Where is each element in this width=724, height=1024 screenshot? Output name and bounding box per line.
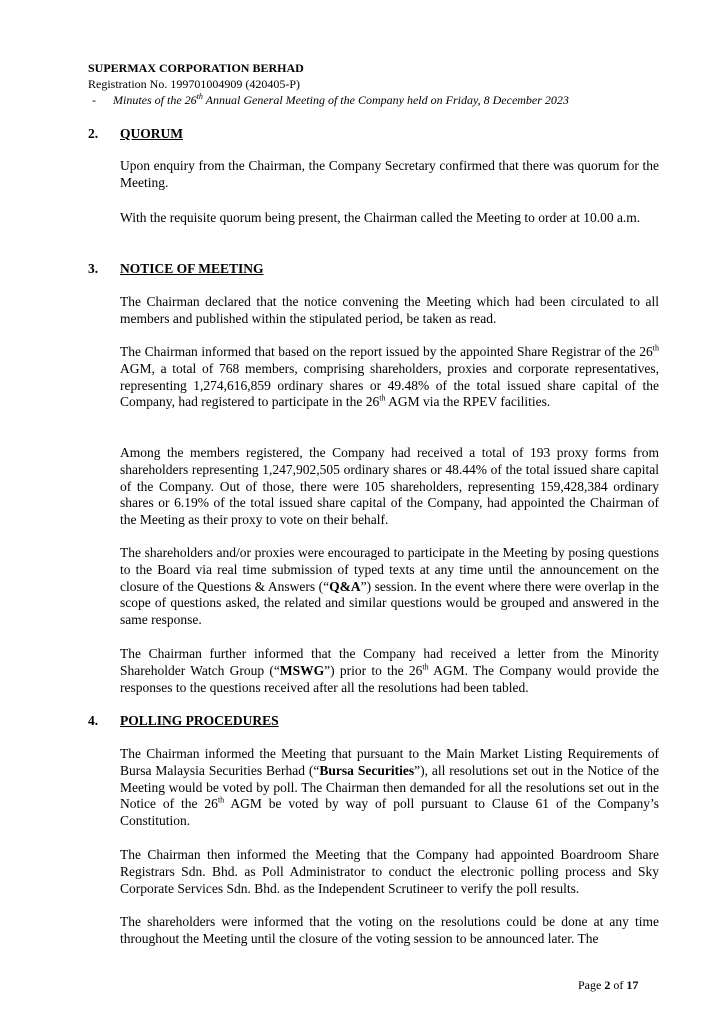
- page-total: 17: [626, 978, 639, 992]
- s4p1-sup: th: [217, 795, 225, 805]
- section-4-number: 4.: [88, 713, 99, 728]
- section-3-paragraph-1: The Chairman declared that the notice convening the Meeting which had been circulated to all members and published within the stipulated period, be taken as read.: [120, 294, 659, 326]
- s3p5-c: AGM. The Company would provide the responses to the questions received after all the resolutions had been tabled.: [120, 662, 659, 695]
- section-2-number: 2.: [88, 126, 99, 141]
- registration-number: Registration No. 199701004909 (420405-P): [88, 77, 300, 91]
- s4p1-c: AGM be voted by way of poll pursuant to Clause 61 of the Company’s Constitution.: [120, 796, 659, 829]
- minutes-subtitle: [92, 93, 569, 108]
- section-4-paragraph-2: The Chairman then informed the Meeting that the Company had appointed Boardroom Share Registrars Sdn. Bhd. as Poll Administrator to conduct the electronic polling process and Sky Corporate Services Sdn. Bhd. as the Independent Scrutineer to verify the poll results.: [120, 847, 659, 896]
- s3p2-b: AGM, a total of 768 members, comprising shareholders, proxies and corporate representatives, representing 1,274,616,859 ordinary shares or 49.48% of the total issued share capital of the Company, had registered to participate in the 26: [120, 360, 659, 410]
- minutes-sup: th: [196, 92, 203, 101]
- s3p2-a: The Chairman informed that based on the report issued by the appointed Share Registrar of the 26: [120, 344, 653, 359]
- minutes-text-post: Annual General Meeting of the Company held on Friday, 8 December 2023: [202, 93, 569, 107]
- s3p2-sup2: th: [379, 393, 386, 403]
- page-number: [578, 978, 638, 993]
- minutes-dash: -: [92, 93, 96, 107]
- company-name: SUPERMAX CORPORATION BERHAD: [88, 61, 304, 75]
- s3p5-a: The Chairman further informed that the Company had received a letter from the Minority Shareholder Watch Group (“: [120, 646, 659, 678]
- section-3-paragraph-2: [120, 344, 659, 411]
- s3p4-b: ”) session. In the event where there were overlap in the scope of questions asked, the related and similar questions would be grouped and answered in the same response.: [120, 578, 659, 628]
- section-2-title: QUORUM: [120, 126, 183, 141]
- section-4-paragraph-3: The shareholders were informed that the voting on the resolutions could be done at any time throughout the Meeting until the closure of the voting session to be announced later. The: [120, 914, 659, 946]
- section-3-title: NOTICE OF MEETING: [120, 261, 264, 276]
- section-3-number: 3.: [88, 261, 99, 276]
- page-of-word: of: [610, 978, 627, 992]
- s3p2-sup1: th: [652, 343, 659, 353]
- s4p1-bold: Bursa Securities: [319, 762, 415, 778]
- section-2-paragraph-1: Upon enquiry from the Chairman, the Company Secretary confirmed that there was quorum for the Meeting.: [120, 158, 659, 190]
- s3p2-c: AGM via the RPEV facilities.: [385, 394, 551, 410]
- page-current: 2: [604, 978, 611, 992]
- s4p1-a: The Chairman informed the Meeting that pursuant to the Main Market Listing Requirements of Bursa Malaysia Securities Berhad (“: [120, 746, 659, 778]
- s3p5-bold: MSWG: [279, 662, 325, 678]
- s3p4-bold: Q&A: [329, 578, 361, 594]
- section-4-title: POLLING PROCEDURES: [120, 713, 279, 728]
- s3p5-b: ”) prior to the 26: [324, 662, 423, 678]
- page-word: Page: [578, 978, 605, 992]
- section-3-paragraph-5: [120, 646, 659, 696]
- section-3-paragraph-3: Among the members registered, the Company had received a total of 193 proxy forms from shareholders representing 1,247,902,505 ordinary shares or 48.44% of the total issued share capital of the Company. Out of those, there were 105 shareholders, representing 159,428,384 ordinary shares or 6.19% of the total issued share capital of the Company, had appointed the Chairman of the Meeting as their proxy to vote on their behalf.: [120, 445, 659, 528]
- minutes-text-pre: Minutes of the 26: [113, 93, 197, 107]
- section-2-paragraph-2: With the requisite quorum being present, the Chairman called the Meeting to order at 10.00 a.m.: [120, 210, 641, 225]
- section-4-paragraph-1: [120, 746, 659, 830]
- s3p5-sup: th: [422, 662, 429, 672]
- s3p4-a: The shareholders and/or proxies were encouraged to participate in the Meeting by posing questions to the Board via real time submission of typed texts at any time until the announcement on the closure of the Questions & Answers (“: [120, 545, 659, 594]
- section-3-paragraph-4: [120, 545, 659, 629]
- s4p1-b: ”), all resolutions set out in the Notice of the Meeting would be voted by poll. The Chairman then demanded for all the resolutions set out in the Notice of the 26: [120, 762, 659, 812]
